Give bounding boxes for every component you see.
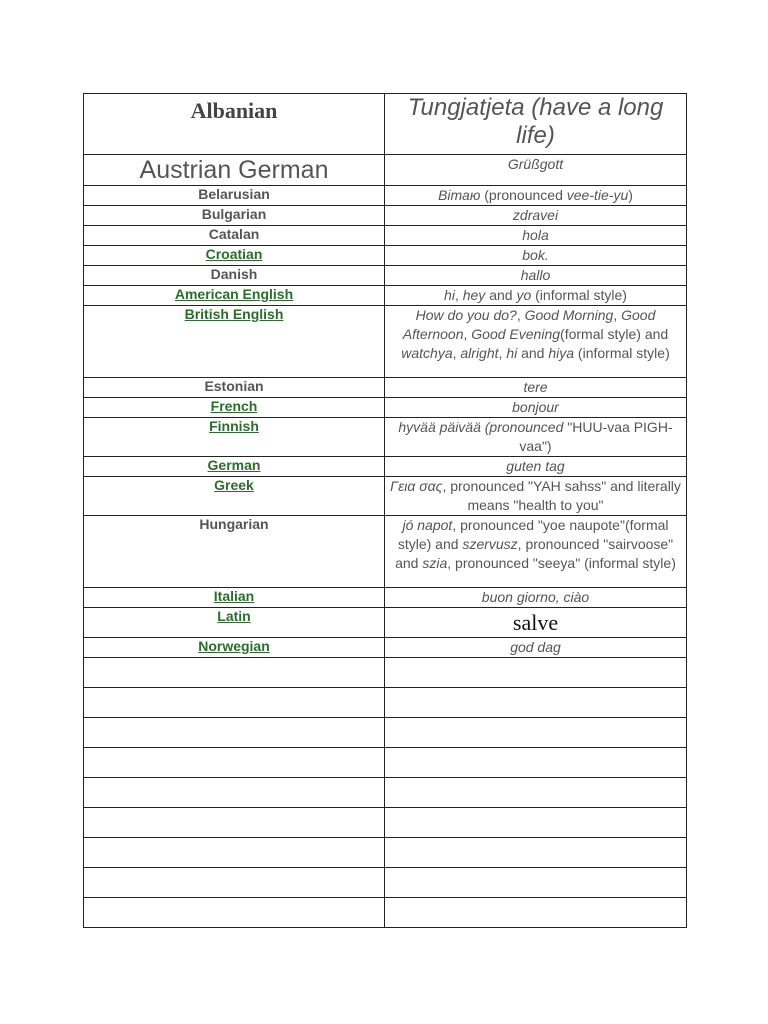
language-cell xyxy=(84,226,385,246)
language-link[interactable]: German xyxy=(207,457,261,473)
greeting-text: hyvää päivää (pronounced "HUU-vaa PIGH-vaa") xyxy=(398,419,673,454)
table-row xyxy=(84,186,687,206)
table-row xyxy=(84,477,687,516)
greeting-cell xyxy=(385,638,687,658)
language-link[interactable]: Italian xyxy=(213,588,255,604)
language-label: Catalan xyxy=(208,226,260,242)
empty-row xyxy=(84,898,687,928)
language-cell xyxy=(84,638,385,658)
language-cell xyxy=(84,398,385,418)
greeting-cell xyxy=(385,226,687,246)
greeting-cell xyxy=(385,418,687,457)
greeting-cell xyxy=(385,457,687,477)
greeting-cell xyxy=(385,398,687,418)
table-row xyxy=(84,608,687,638)
empty-row xyxy=(84,748,687,778)
empty-row xyxy=(84,808,687,838)
greeting-cell xyxy=(385,286,687,306)
language-label: Hungarian xyxy=(199,516,269,532)
greeting-text: Tungjatjeta (have a long life) xyxy=(407,94,664,149)
greeting-text: Grüßgott xyxy=(507,156,564,172)
table-row xyxy=(84,94,687,155)
greeting-text: Вітаю (pronounced vee-tie-yu) xyxy=(438,187,633,203)
empty-cell xyxy=(385,658,687,688)
language-cell xyxy=(84,378,385,398)
empty-row xyxy=(84,658,687,688)
language-cell xyxy=(84,516,385,588)
empty-cell xyxy=(385,688,687,718)
greeting-cell xyxy=(385,94,687,155)
language-label: Danish xyxy=(210,266,258,282)
greeting-text: jó napot, pronounced "yoe naupote"(formal style) and szervusz, pronounced "sairvoose" and szia, pronounced "seeya" (informal style) xyxy=(395,517,676,571)
table-row xyxy=(84,155,687,186)
empty-cell xyxy=(385,838,687,868)
greeting-text: bok. xyxy=(522,247,549,263)
table-row xyxy=(84,516,687,588)
greeting-text: zdravei xyxy=(512,207,559,223)
empty-cell xyxy=(385,868,687,898)
empty-row xyxy=(84,778,687,808)
empty-row xyxy=(84,688,687,718)
empty-cell xyxy=(84,718,385,748)
greeting-text: buon giorno, ciào xyxy=(481,589,590,605)
language-cell xyxy=(84,266,385,286)
language-cell xyxy=(84,608,385,638)
empty-cell xyxy=(385,778,687,808)
greeting-text: hallo xyxy=(520,267,551,283)
table-row xyxy=(84,286,687,306)
empty-cell xyxy=(385,898,687,928)
table-row xyxy=(84,206,687,226)
greeting-text: tere xyxy=(523,379,548,395)
table-row xyxy=(84,226,687,246)
language-cell xyxy=(84,306,385,378)
greeting-cell xyxy=(385,608,687,638)
language-cell xyxy=(84,186,385,206)
language-cell xyxy=(84,588,385,608)
language-cell xyxy=(84,418,385,457)
language-link[interactable]: British English xyxy=(184,306,284,322)
empty-row xyxy=(84,718,687,748)
greeting-text: hola xyxy=(522,227,549,243)
empty-cell xyxy=(385,748,687,778)
empty-row xyxy=(84,838,687,868)
language-label: Belarusian xyxy=(198,186,270,202)
language-link[interactable]: Latin xyxy=(217,608,251,624)
language-link[interactable]: Norwegian xyxy=(198,638,270,654)
table-row xyxy=(84,418,687,457)
table-row xyxy=(84,638,687,658)
greeting-cell xyxy=(385,588,687,608)
language-label: Austrian German xyxy=(139,156,329,184)
empty-cell xyxy=(84,898,385,928)
empty-cell xyxy=(84,778,385,808)
language-label: Bulgarian xyxy=(201,206,267,222)
empty-cell xyxy=(385,808,687,838)
greeting-text: god dag xyxy=(510,639,561,655)
empty-cell xyxy=(84,838,385,868)
empty-cell xyxy=(84,688,385,718)
empty-cell xyxy=(84,658,385,688)
greeting-cell xyxy=(385,246,687,266)
empty-cell xyxy=(84,868,385,898)
language-cell xyxy=(84,286,385,306)
table-row xyxy=(84,378,687,398)
empty-row xyxy=(84,868,687,898)
empty-cell xyxy=(84,808,385,838)
table-row xyxy=(84,306,687,378)
table-row xyxy=(84,457,687,477)
language-cell xyxy=(84,246,385,266)
language-label: Estonian xyxy=(204,378,264,394)
greeting-text: guten tag xyxy=(506,458,565,474)
greeting-cell xyxy=(385,378,687,398)
greeting-cell xyxy=(385,266,687,286)
greeting-text: Γεια σας, pronounced "YAH sahss" and literally means "health to you" xyxy=(390,478,681,513)
language-cell xyxy=(84,206,385,226)
greetings-table xyxy=(83,93,687,928)
greeting-text: hi, hey and yo (informal style) xyxy=(444,287,627,303)
greeting-text: bonjour xyxy=(512,399,559,415)
language-link[interactable]: Greek xyxy=(214,477,254,493)
greeting-cell xyxy=(385,516,687,588)
language-label: Albanian xyxy=(190,98,278,123)
greeting-cell xyxy=(385,306,687,378)
empty-cell xyxy=(385,718,687,748)
language-cell xyxy=(84,155,385,186)
greeting-text: How do you do?, Good Morning, Good Afternoon, Good Evening(formal style) and watchya, alright, hi and hiya (informal style) xyxy=(401,307,670,361)
language-link[interactable]: French xyxy=(210,398,258,414)
language-cell xyxy=(84,457,385,477)
greeting-text: salve xyxy=(512,610,559,635)
greeting-cell xyxy=(385,206,687,226)
language-cell xyxy=(84,94,385,155)
table-row xyxy=(84,266,687,286)
table-row xyxy=(84,588,687,608)
greeting-cell xyxy=(385,186,687,206)
table-row xyxy=(84,246,687,266)
language-link[interactable]: Croatian xyxy=(205,246,263,262)
greeting-cell xyxy=(385,477,687,516)
language-cell xyxy=(84,477,385,516)
language-link[interactable]: American English xyxy=(174,286,294,302)
language-link[interactable]: Finnish xyxy=(209,418,259,434)
table-row xyxy=(84,398,687,418)
empty-cell xyxy=(84,748,385,778)
greeting-cell xyxy=(385,155,687,186)
